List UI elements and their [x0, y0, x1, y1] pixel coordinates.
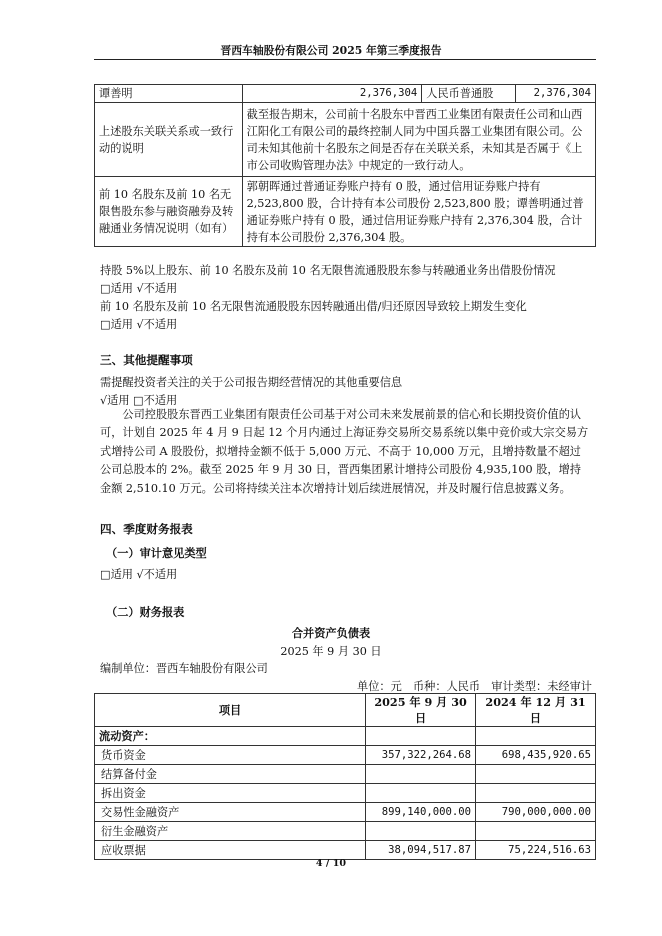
- lending-line-1: 持股 5%以上股东、前 10 名股东及前 10 名无限售流通股股东参与转融通业务出借股份情况: [100, 264, 556, 277]
- current-assets-label: 流动资产：: [95, 727, 366, 746]
- section-4-title: 四、季度财务报表: [100, 522, 193, 536]
- table-row: [95, 784, 596, 803]
- compiling-unit: 编制单位：晋西车轴股份有限公司: [100, 662, 268, 675]
- balance-sheet-table: [94, 693, 596, 860]
- value-2024: [476, 784, 596, 803]
- margin-label: 前 10 名股东及前 10 名无限售股东参与融资融券及转融通业务情况说明（如有）: [95, 177, 243, 247]
- relation-label: 上述股东关联关系或一致行动的说明: [95, 103, 243, 177]
- column-header: 2025 年 9 月 30 日: [366, 694, 476, 727]
- column-header: 项目: [95, 694, 366, 727]
- value-2024: 75,224,516.63: [476, 841, 596, 860]
- share-type: 人民币普通股: [422, 85, 516, 103]
- section-3-check: √适用 □不适用: [100, 394, 178, 407]
- value-2025: 38,094,517.87: [366, 841, 476, 860]
- header-divider: [94, 59, 596, 60]
- shares-held: 2,376,304: [242, 85, 422, 103]
- relation-text: 截至报告期末，公司前十名股东中晋西工业集团有限责任公司和山西江阳化工有限公司的最终控制人同为中国兵器工业集团有限公司。公司未知其他前十名股东之间是否存在关联关系，未知其是否属于《上市公司收购管理办法》中规定的一致行动人。: [242, 103, 595, 177]
- line-item: 应收票据: [95, 841, 366, 860]
- table-row: [95, 103, 596, 177]
- column-header: 2024 年 12 月 31 日: [476, 694, 596, 727]
- value-2025: [366, 784, 476, 803]
- table-row: [95, 177, 596, 247]
- lending-check-1: □适用 √不适用: [100, 282, 178, 295]
- line-item: 货币资金: [95, 746, 366, 765]
- report-header: 晋西车轴股份有限公司 2025 年第三季度报告: [220, 44, 442, 57]
- table-row: [95, 841, 596, 860]
- line-item: 结算备付金: [95, 765, 366, 784]
- shareholder-name: 谭善明: [95, 85, 243, 103]
- table-row: [95, 765, 596, 784]
- lending-line-2: 前 10 名股东及前 10 名无限售流通股股东因转融通出借/归还原因导致较上期发生变化: [100, 300, 527, 313]
- table-row: [95, 727, 596, 746]
- audit-opinion-heading: （一）审计意见类型: [106, 546, 207, 560]
- shareholder-table: [94, 84, 596, 247]
- section-3-paragraph: 公司控股股东晋西工业集团有限责任公司基于对公司未来发展前景的信心和长期投资价值的认可，计划自 2025 年 4 月 9 日起 12 个月内通过上海证券交易所交易系统以集中竞价或大宗交易方式增持公司 A 股股份，拟增持金额不低于 5,000 万元、不高于 10,000 万元，且增持数量不超过公司总股本的 2%。截至 2025 年 9 月 30 日，晋西集团累计增持公司股份 4,935,100 股，增持金额 2,510.10 万元。公司将持续关注本次增持计划后续进展情况，并及时履行信息披露义务。: [100, 408, 589, 495]
- value-2025: 357,322,264.68: [366, 746, 476, 765]
- balance-sheet-title: 合并资产负债表: [291, 626, 371, 640]
- line-item: 交易性金融资产: [95, 803, 366, 822]
- page-number: 4 / 10: [315, 858, 347, 869]
- section-3-intro: 需提醒投资者关注的关于公司报告期经营情况的其他重要信息: [100, 376, 403, 389]
- value-2024: 698,435,920.65: [476, 746, 596, 765]
- value-2025: [366, 765, 476, 784]
- lending-check-2: □适用 √不适用: [100, 318, 178, 331]
- value-2024: [476, 765, 596, 784]
- section-3-title: 三、其他提醒事项: [100, 353, 193, 367]
- financial-statements-heading: （二）财务报表: [106, 605, 185, 619]
- value-2024: 790,000,000.00: [476, 803, 596, 822]
- value-2025: [366, 822, 476, 841]
- balance-sheet-date: 2025 年 9 月 30 日: [280, 645, 382, 658]
- value-2025: 899,140,000.00: [366, 803, 476, 822]
- table-row: [95, 803, 596, 822]
- table-header-row: [95, 694, 596, 727]
- unit-currency-audit: 单位：元 币种：人民币 审计类型：未经审计: [357, 680, 592, 693]
- table-row: [95, 822, 596, 841]
- value-2024: [476, 822, 596, 841]
- table-row: [95, 85, 596, 103]
- margin-text: 郭朝晖通过普通证券账户持有 0 股，通过信用证券账户持有 2,523,800 股，合计持有本公司股份 2,523,800 股；谭善明通过普通证券账户持有 0 股，通过信用证券账户持有 2,376,304 股，合计持有本公司股份 2,376,304 股。: [242, 177, 595, 247]
- share-quantity: 2,376,304: [516, 85, 596, 103]
- line-item: 拆出资金: [95, 784, 366, 803]
- line-item: 衍生金融资产: [95, 822, 366, 841]
- table-row: [95, 746, 596, 765]
- audit-opinion-check: □适用 √不适用: [100, 568, 178, 581]
